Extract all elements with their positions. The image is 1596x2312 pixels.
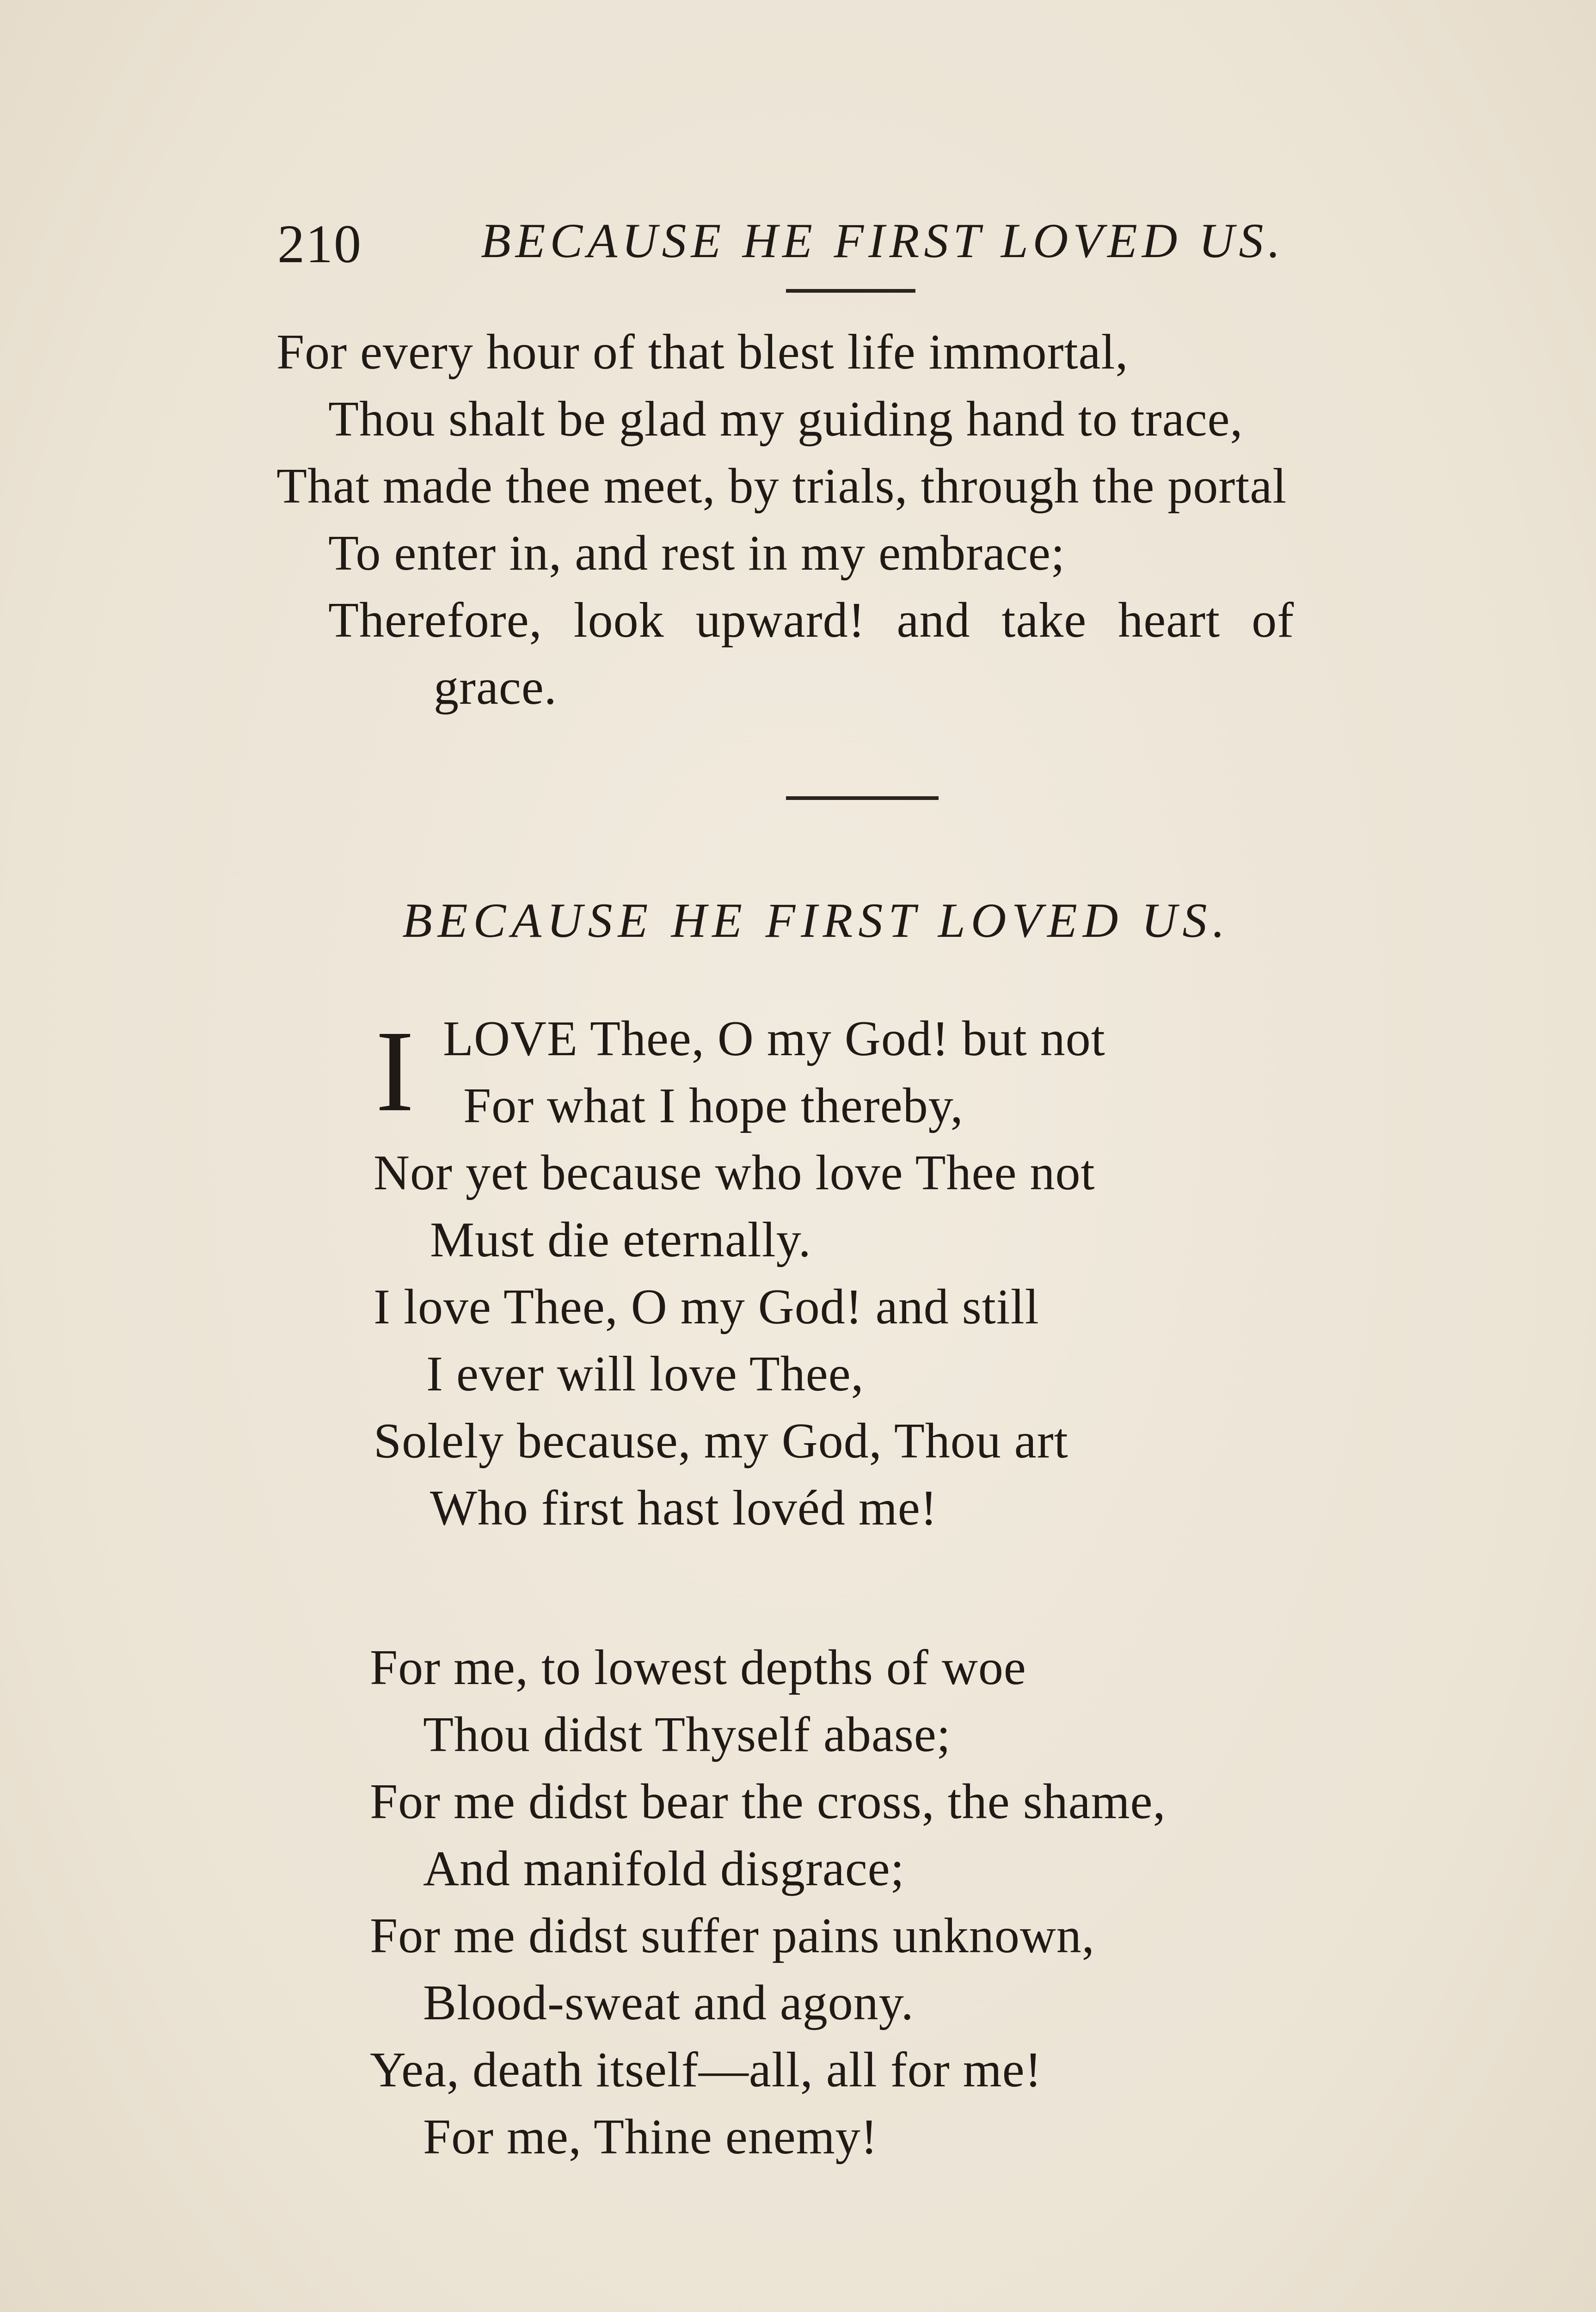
- poem-line: Must die eternally.: [430, 1212, 811, 1267]
- header-rule: [786, 289, 915, 293]
- poem-line: Thou shalt be glad my guiding hand to trace,: [328, 392, 1243, 447]
- poem-line: For me didst suffer pains unknown,: [370, 1908, 1095, 1963]
- poem-line: That made thee meet, by trials, through the portal: [276, 459, 1287, 514]
- section-divider: [786, 796, 939, 800]
- poem-line: grace.: [434, 660, 557, 715]
- poem-line: LOVE Thee, O my God! but not: [443, 1011, 1105, 1066]
- poem-line: I love Thee, O my God! and still: [374, 1279, 1039, 1334]
- running-head: BECAUSE HE FIRST LOVED US.: [481, 214, 1285, 268]
- page-number: 210: [277, 214, 362, 274]
- poem-line: For me, Thine enemy!: [423, 2109, 878, 2164]
- poem-line: Yea, death itself—all, all for me!: [370, 2042, 1042, 2097]
- poem-line: For what I hope thereby,: [463, 1078, 964, 1133]
- poem-title: BECAUSE HE FIRST LOVED US.: [402, 893, 1230, 947]
- page-header: [277, 203, 1313, 274]
- poem-line: Nor yet because who love Thee not: [374, 1145, 1095, 1200]
- poem-line: Who first hast lovéd me!: [430, 1481, 938, 1536]
- poem-line: Solely because, my God, Thou art: [374, 1414, 1068, 1469]
- poem-line: Blood-sweat and agony.: [423, 1975, 914, 2030]
- poem-line: To enter in, and rest in my embrace;: [328, 526, 1065, 581]
- poem-line: For me, to lowest depths of woe: [370, 1640, 1026, 1695]
- poem-line: Thou didst Thyself abase;: [423, 1707, 951, 1762]
- poem-line: For every hour of that blest life immortal,: [276, 325, 1129, 380]
- drop-cap: I: [375, 1006, 414, 1136]
- poem-line: I ever will love Thee,: [426, 1347, 864, 1402]
- poem-line: Therefore, look upward! and take heart of: [328, 593, 1295, 648]
- poem-line: And manifold disgrace;: [423, 1841, 905, 1896]
- poem-line: For me didst bear the cross, the shame,: [370, 1774, 1166, 1829]
